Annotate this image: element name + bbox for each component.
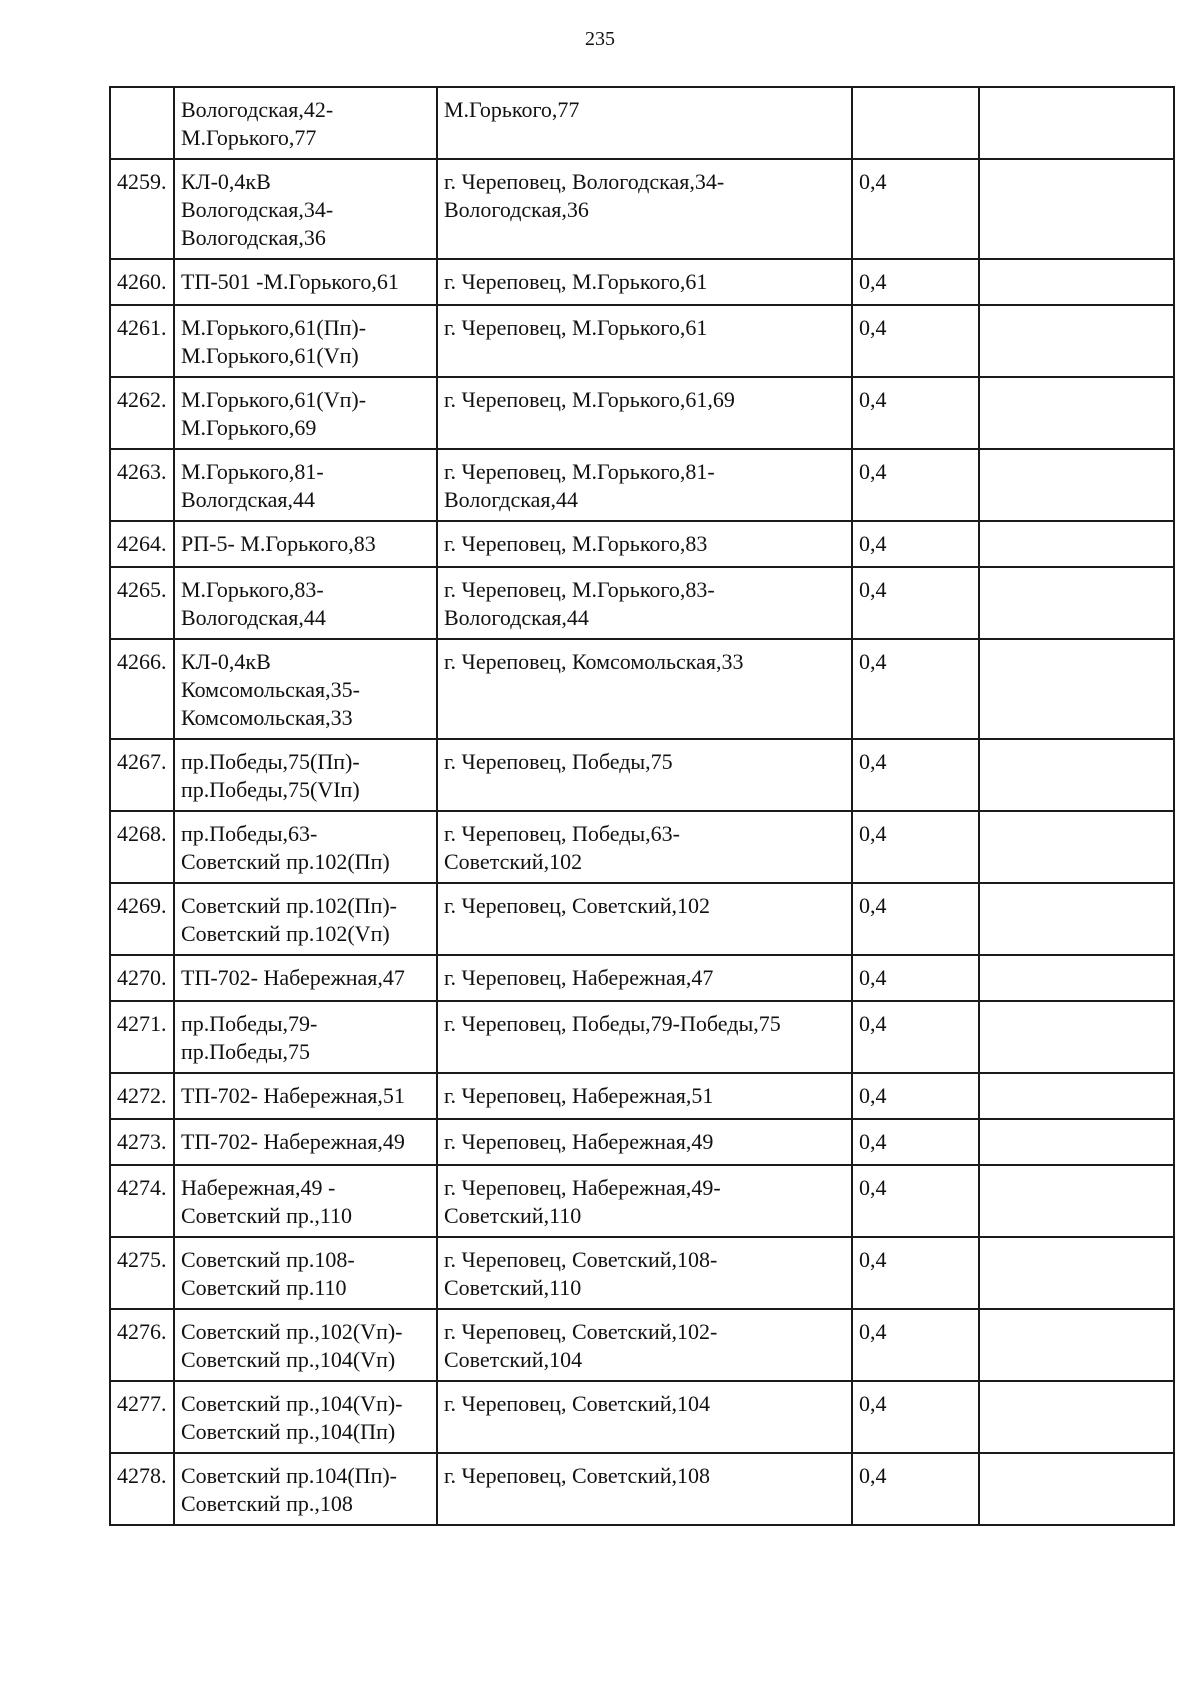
- voltage-cell: [852, 87, 979, 159]
- row-number-cell: 4272.: [110, 1073, 174, 1119]
- extra-cell: [979, 955, 1174, 1001]
- table-row: [110, 1381, 1174, 1453]
- page-number: 235: [585, 28, 615, 50]
- table-row: [110, 1073, 1174, 1119]
- table-row: [110, 1309, 1174, 1381]
- table-body: [110, 87, 1174, 1525]
- table-row: [110, 1453, 1174, 1525]
- voltage-cell: 0,4: [852, 1165, 979, 1237]
- row-number-cell: 4270.: [110, 955, 174, 1001]
- extra-cell: [979, 1073, 1174, 1119]
- table-row: [110, 639, 1174, 739]
- extra-cell: [979, 521, 1174, 567]
- voltage-cell: 0,4: [852, 1073, 979, 1119]
- voltage-cell: 0,4: [852, 1453, 979, 1525]
- address-cell: г. Череповец, Советский,108: [437, 1453, 852, 1525]
- cable-lines-table: [109, 86, 1175, 1526]
- voltage-cell: 0,4: [852, 1237, 979, 1309]
- address-cell: г. Череповец, М.Горького,81- Вологдская,44: [437, 449, 852, 521]
- row-number-cell: 4276.: [110, 1309, 174, 1381]
- row-number-cell: 4264.: [110, 521, 174, 567]
- address-cell: г. Череповец, Набережная,49- Советский,110: [437, 1165, 852, 1237]
- voltage-cell: 0,4: [852, 1309, 979, 1381]
- extra-cell: [979, 567, 1174, 639]
- object-name-cell: Советский пр.104(Пп)- Советский пр.,108: [174, 1453, 437, 1525]
- address-cell: г. Череповец, Советский,108- Советский,110: [437, 1237, 852, 1309]
- address-cell: г. Череповец, М.Горького,83: [437, 521, 852, 567]
- address-cell: г. Череповец, М.Горького,83- Вологодская,44: [437, 567, 852, 639]
- voltage-cell: 0,4: [852, 567, 979, 639]
- voltage-cell: 0,4: [852, 639, 979, 739]
- row-number-cell: 4271.: [110, 1001, 174, 1073]
- address-cell: г. Череповец, Советский,104: [437, 1381, 852, 1453]
- address-cell: г. Череповец, Набережная,47: [437, 955, 852, 1001]
- object-name-cell: пр.Победы,79- пр.Победы,75: [174, 1001, 437, 1073]
- row-number-cell: 4266.: [110, 639, 174, 739]
- object-name-cell: РП-5- М.Горького,83: [174, 521, 437, 567]
- table-row: [110, 259, 1174, 305]
- table-row: [110, 377, 1174, 449]
- table-row: [110, 1165, 1174, 1237]
- table-row: [110, 305, 1174, 377]
- address-cell: г. Череповец, М.Горького,61,69: [437, 377, 852, 449]
- row-number-cell: 4265.: [110, 567, 174, 639]
- address-cell: г. Череповец, Советский,102- Советский,104: [437, 1309, 852, 1381]
- row-number-cell: 4262.: [110, 377, 174, 449]
- address-cell: г. Череповец, Победы,79-Победы,75: [437, 1001, 852, 1073]
- table-row: [110, 739, 1174, 811]
- address-cell: г. Череповец, Советский,102: [437, 883, 852, 955]
- address-cell: г. Череповец, М.Горького,61: [437, 259, 852, 305]
- object-name-cell: КЛ-0,4кВ Комсомольская,35- Комсомольская,33: [174, 639, 437, 739]
- row-number-cell: 4261.: [110, 305, 174, 377]
- voltage-cell: 0,4: [852, 1001, 979, 1073]
- table-row: [110, 521, 1174, 567]
- row-number-cell: 4259.: [110, 159, 174, 259]
- object-name-cell: ТП-702- Набережная,51: [174, 1073, 437, 1119]
- table-row: [110, 87, 1174, 159]
- row-number-cell: 4269.: [110, 883, 174, 955]
- object-name-cell: Вологодская,42- М.Горького,77: [174, 87, 437, 159]
- object-name-cell: пр.Победы,63- Советский пр.102(Пп): [174, 811, 437, 883]
- object-name-cell: Советский пр.,104(Vп)- Советский пр.,104(Пп): [174, 1381, 437, 1453]
- extra-cell: [979, 449, 1174, 521]
- voltage-cell: 0,4: [852, 159, 979, 259]
- object-name-cell: М.Горького,61(Пп)- М.Горького,61(Vп): [174, 305, 437, 377]
- table-row: [110, 159, 1174, 259]
- extra-cell: [979, 739, 1174, 811]
- voltage-cell: 0,4: [852, 1381, 979, 1453]
- row-number-cell: 4260.: [110, 259, 174, 305]
- address-cell: г. Череповец, Победы,75: [437, 739, 852, 811]
- object-name-cell: Набережная,49 - Советский пр.,110: [174, 1165, 437, 1237]
- object-name-cell: М.Горького,83- Вологодская,44: [174, 567, 437, 639]
- voltage-cell: 0,4: [852, 449, 979, 521]
- row-number-cell: 4275.: [110, 1237, 174, 1309]
- extra-cell: [979, 1165, 1174, 1237]
- address-cell: г. Череповец, Вологодская,34- Вологодская,36: [437, 159, 852, 259]
- row-number-cell: 4277.: [110, 1381, 174, 1453]
- extra-cell: [979, 87, 1174, 159]
- voltage-cell: 0,4: [852, 1119, 979, 1165]
- voltage-cell: 0,4: [852, 883, 979, 955]
- address-cell: г. Череповец, Победы,63- Советский,102: [437, 811, 852, 883]
- table-row: [110, 811, 1174, 883]
- voltage-cell: 0,4: [852, 521, 979, 567]
- voltage-cell: 0,4: [852, 739, 979, 811]
- extra-cell: [979, 883, 1174, 955]
- object-name-cell: ТП-702- Набережная,47: [174, 955, 437, 1001]
- extra-cell: [979, 377, 1174, 449]
- table-row: [110, 449, 1174, 521]
- extra-cell: [979, 639, 1174, 739]
- object-name-cell: КЛ-0,4кВ Вологодская,34- Вологодская,36: [174, 159, 437, 259]
- voltage-cell: 0,4: [852, 955, 979, 1001]
- object-name-cell: М.Горького,61(Vп)- М.Горького,69: [174, 377, 437, 449]
- voltage-cell: 0,4: [852, 305, 979, 377]
- address-cell: М.Горького,77: [437, 87, 852, 159]
- voltage-cell: 0,4: [852, 377, 979, 449]
- extra-cell: [979, 1001, 1174, 1073]
- table-row: [110, 567, 1174, 639]
- object-name-cell: ТП-702- Набережная,49: [174, 1119, 437, 1165]
- object-name-cell: Советский пр.108- Советский пр.110: [174, 1237, 437, 1309]
- address-cell: г. Череповец, Комсомольская,33: [437, 639, 852, 739]
- extra-cell: [979, 305, 1174, 377]
- table-row: [110, 1237, 1174, 1309]
- extra-cell: [979, 811, 1174, 883]
- row-number-cell: 4263.: [110, 449, 174, 521]
- row-number-cell: [110, 87, 174, 159]
- extra-cell: [979, 1119, 1174, 1165]
- table-row: [110, 955, 1174, 1001]
- object-name-cell: Советский пр.102(Пп)- Советский пр.102(Vп): [174, 883, 437, 955]
- table-row: [110, 883, 1174, 955]
- row-number-cell: 4273.: [110, 1119, 174, 1165]
- row-number-cell: 4268.: [110, 811, 174, 883]
- table-row: [110, 1119, 1174, 1165]
- row-number-cell: 4274.: [110, 1165, 174, 1237]
- object-name-cell: М.Горького,81- Вологдская,44: [174, 449, 437, 521]
- voltage-cell: 0,4: [852, 259, 979, 305]
- object-name-cell: ТП-501 -М.Горького,61: [174, 259, 437, 305]
- voltage-cell: 0,4: [852, 811, 979, 883]
- extra-cell: [979, 1453, 1174, 1525]
- extra-cell: [979, 159, 1174, 259]
- row-number-cell: 4278.: [110, 1453, 174, 1525]
- table-row: [110, 1001, 1174, 1073]
- extra-cell: [979, 1381, 1174, 1453]
- address-cell: г. Череповец, Набережная,49: [437, 1119, 852, 1165]
- address-cell: г. Череповец, Набережная,51: [437, 1073, 852, 1119]
- extra-cell: [979, 259, 1174, 305]
- object-name-cell: пр.Победы,75(Пп)- пр.Победы,75(VIп): [174, 739, 437, 811]
- address-cell: г. Череповец, М.Горького,61: [437, 305, 852, 377]
- extra-cell: [979, 1309, 1174, 1381]
- row-number-cell: 4267.: [110, 739, 174, 811]
- extra-cell: [979, 1237, 1174, 1309]
- object-name-cell: Советский пр.,102(Vп)- Советский пр.,104(Vп): [174, 1309, 437, 1381]
